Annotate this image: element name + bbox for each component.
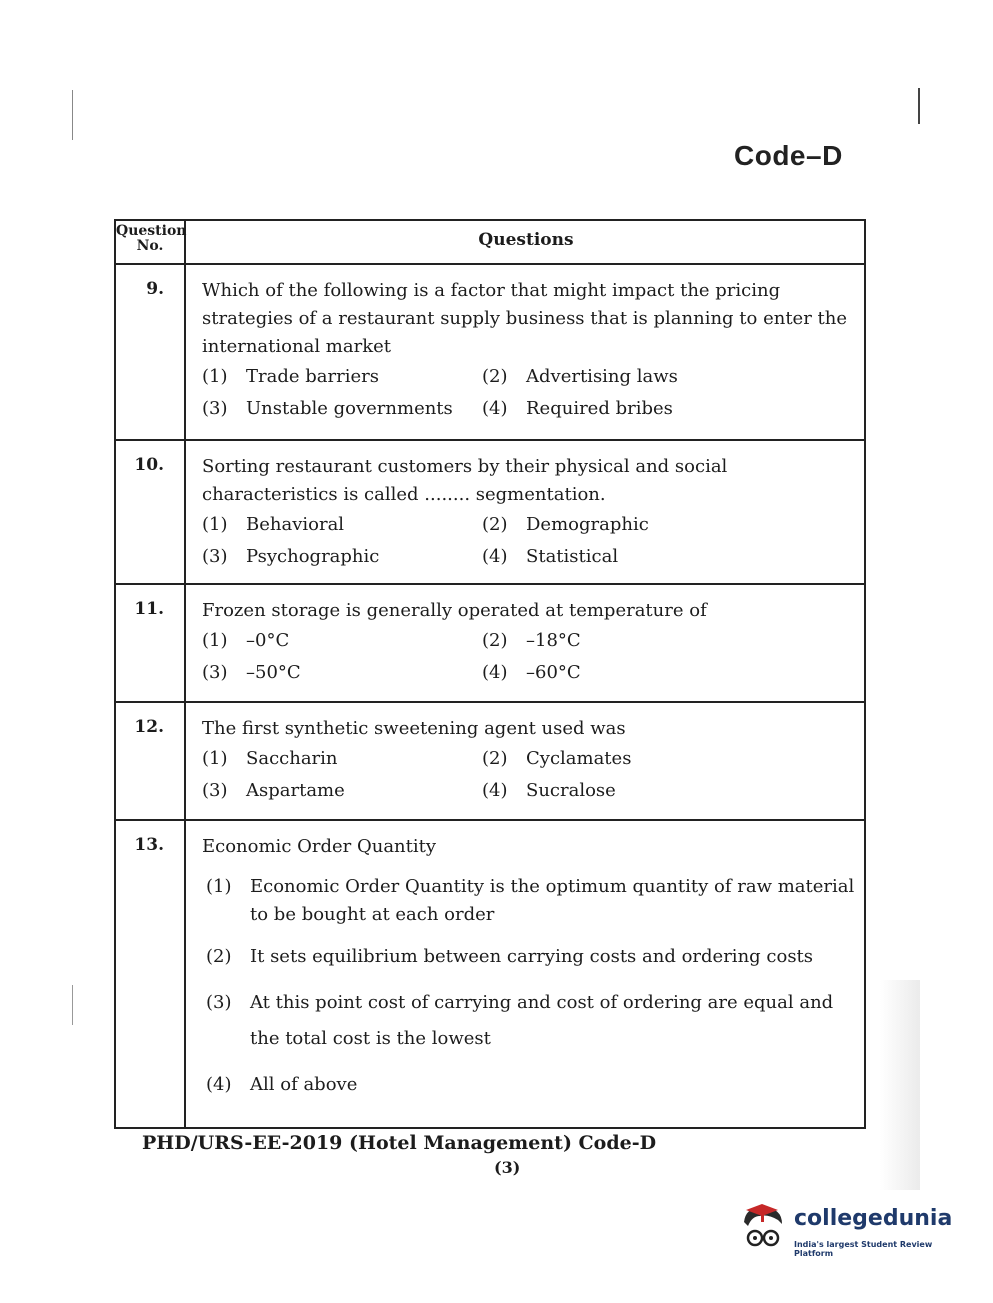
question-number: 12. bbox=[116, 703, 186, 819]
question-number: 10. bbox=[116, 441, 186, 583]
option: (3) Psychographic bbox=[202, 546, 380, 567]
option: (2) –18°C bbox=[482, 630, 581, 651]
brand-tagline: India's largest Student Review Platform bbox=[794, 1240, 933, 1258]
question-row bbox=[114, 441, 866, 585]
option: (4) Required bribes bbox=[482, 398, 673, 419]
collegedunia-watermark bbox=[738, 1200, 968, 1260]
question-number: 13. bbox=[116, 821, 186, 1127]
question-row bbox=[114, 703, 866, 821]
page-number: (3) bbox=[494, 1158, 521, 1177]
margin-mark bbox=[72, 90, 73, 140]
option: (4) Sucralose bbox=[482, 780, 616, 801]
header-questions: Questions bbox=[478, 230, 574, 250]
option: (2) It sets equilibrium between carrying costs and ordering costs bbox=[206, 946, 814, 967]
question-number: 9. bbox=[116, 265, 186, 439]
mascot-logo-icon bbox=[738, 1200, 790, 1254]
option: (3) At this point cost of carrying and cost of ordering are equal and the total cost is the lowest bbox=[206, 992, 834, 1049]
option: (2) Cyclamates bbox=[482, 748, 632, 769]
option: (3) Aspartame bbox=[202, 780, 345, 801]
paper-footer: PHD/URS-EE-2019 (Hotel Management) Code-D bbox=[142, 1132, 657, 1154]
question-number: 11. bbox=[116, 585, 186, 701]
option: (4) All of above bbox=[206, 1074, 358, 1095]
option: (1) Saccharin bbox=[202, 748, 338, 769]
question-text: The first synthetic sweetening agent used was bbox=[202, 718, 626, 739]
option: (1) Economic Order Quantity is the optimum quantity of raw material to be bought at each order bbox=[206, 876, 855, 925]
question-text: Which of the following is a factor that might impact the pricing strategies of a restaurant supply business that is planning to enter the international market bbox=[202, 280, 848, 357]
option: (1) Behavioral bbox=[202, 514, 345, 535]
table-header bbox=[114, 219, 866, 265]
question-row bbox=[114, 821, 866, 1129]
options-list bbox=[206, 873, 864, 1099]
scan-shadow bbox=[880, 980, 920, 1190]
options-grid bbox=[202, 361, 864, 437]
options-grid bbox=[202, 625, 864, 701]
question-row bbox=[114, 265, 866, 441]
brand-name: collegedunia bbox=[794, 1206, 953, 1231]
options-grid bbox=[202, 743, 864, 819]
option: (3) –50°C bbox=[202, 662, 301, 683]
question-text: Economic Order Quantity bbox=[202, 836, 437, 857]
option: (4) –60°C bbox=[482, 662, 581, 683]
option: (4) Statistical bbox=[482, 546, 619, 567]
options-grid bbox=[202, 509, 864, 585]
question-text: Sorting restaurant customers by their physical and social characteristics is called ........ segmentation. bbox=[202, 456, 728, 505]
header-question-no: Question No. bbox=[116, 221, 186, 263]
margin-mark bbox=[72, 985, 73, 1025]
paper-code: Code–D bbox=[734, 140, 843, 171]
option: (1) Trade barriers bbox=[202, 366, 379, 387]
question-row bbox=[114, 585, 866, 703]
option: (1) –0°C bbox=[202, 630, 290, 651]
option: (2) Demographic bbox=[482, 514, 649, 535]
option: (3) Unstable governments bbox=[202, 398, 453, 419]
option: (2) Advertising laws bbox=[482, 366, 678, 387]
questions-table bbox=[114, 219, 866, 1129]
margin-mark bbox=[918, 88, 920, 124]
question-text: Frozen storage is generally operated at temperature of bbox=[202, 600, 707, 621]
